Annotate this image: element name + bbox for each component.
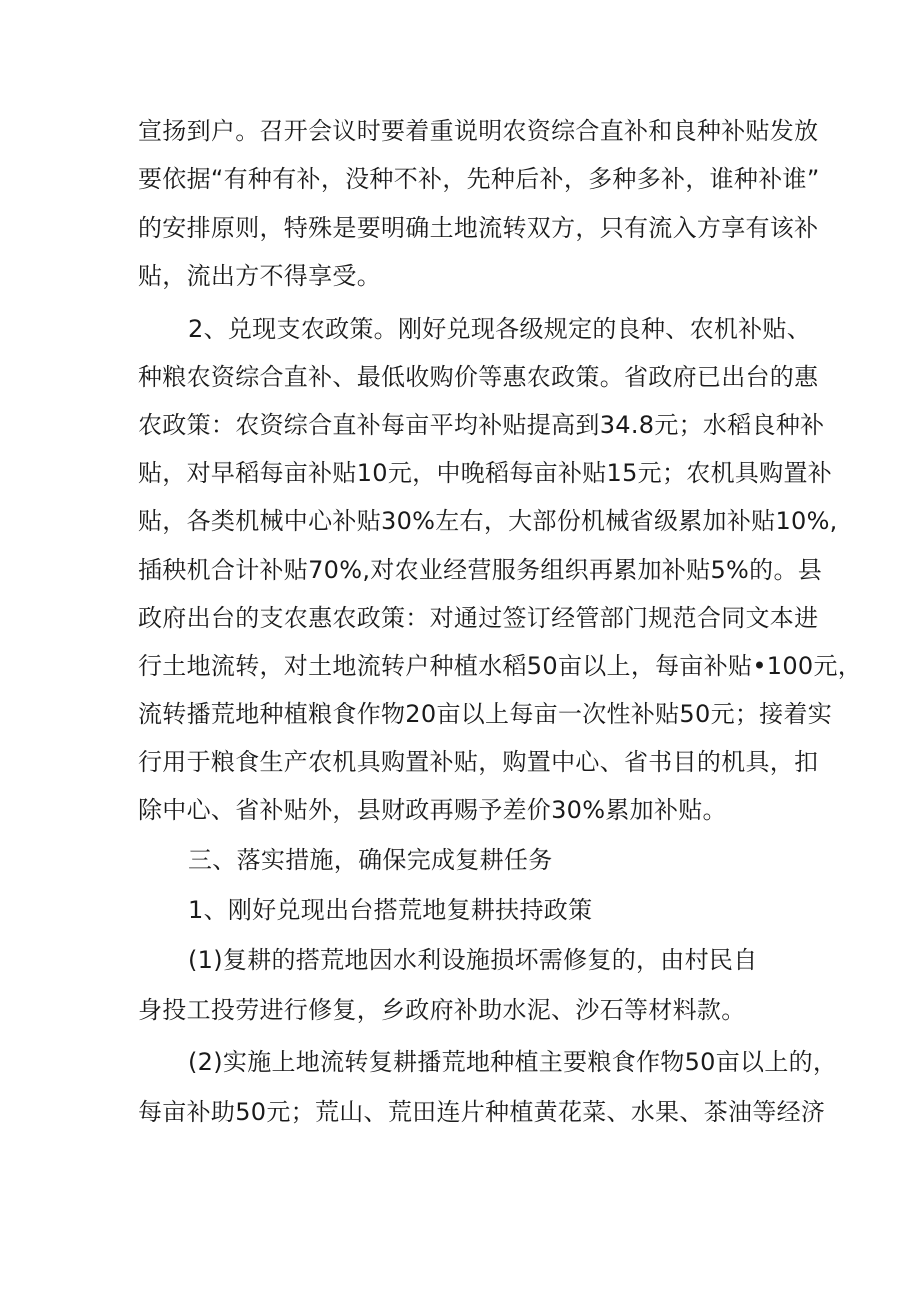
- body-text-line: 要依据“有种有补，没种不补，先种后补，多种多补，谁种补谁”: [138, 165, 820, 193]
- body-text-line: 每亩补助50元；荒山、荒田连片种植黄花菜、水果、茶油等经济: [138, 1098, 826, 1126]
- body-text-line: (2)实施上地流转复耕播荒地种植主要粮食作物50亩以上的，: [188, 1048, 838, 1076]
- body-text-line: 宣扬到户。召开会议时要着重说明农资综合直补和良种补贴发放: [138, 117, 819, 145]
- body-text-line: 流转播荒地种植粮食作物20亩以上每亩一次性补贴50元；接着实: [138, 700, 833, 728]
- body-text-line: 种粮农资综合直补、最低收购价等惠农政策。省政府已出台的惠: [138, 363, 819, 391]
- body-text-line: 政府出台的支农惠农政策：对通过签订经管部门规范合同文本进: [138, 604, 819, 632]
- body-text-line: 的安排原则，特殊是要明确土地流转双方，只有流入方享有该补: [138, 214, 819, 242]
- body-text-line: 身投工投劳进行修复，乡政府补助水泥、沙石等材料款。: [138, 996, 746, 1024]
- body-text-line: 除中心、省补贴外，县财政再赐予差价30%累加补贴。: [138, 796, 727, 824]
- body-text-line: 行土地流转，对土地流转户种植水稻50亩以上，每亩补贴•100元，: [138, 652, 863, 680]
- body-text-line: 插秧机合计补贴70%,对农业经营服务组织再累加补贴5%的。县: [138, 556, 823, 584]
- body-text-line: 贴，流出方不得享受。: [138, 262, 381, 290]
- body-text-line: 农政策：农资综合直补每亩平均补贴提高到34.8元；水稻良种补: [138, 411, 825, 439]
- subsection-heading: 1、刚好兑现出台搭荒地复耕扶持政策: [188, 896, 593, 924]
- section-heading: 三、落实措施，确保完成复耕任务: [188, 846, 553, 874]
- body-text-line: 贴，对早稻每亩补贴10元，中晚稻每亩补贴15元；农机具购置补: [138, 459, 833, 487]
- body-text-line: (1)复耕的搭荒地因水利设施损坏需修复的，由村民自: [188, 946, 758, 974]
- body-text-line: 贴，各类机械中心补贴30%左右，大部份机械省级累加补贴10%,: [138, 507, 838, 535]
- body-text-line: 2、兑现支农政策。刚好兑现各级规定的良种、农机补贴、: [188, 315, 812, 343]
- body-text-line: 行用于粮食生产农机具购置补贴，购置中心、省书目的机具，扣: [138, 748, 819, 776]
